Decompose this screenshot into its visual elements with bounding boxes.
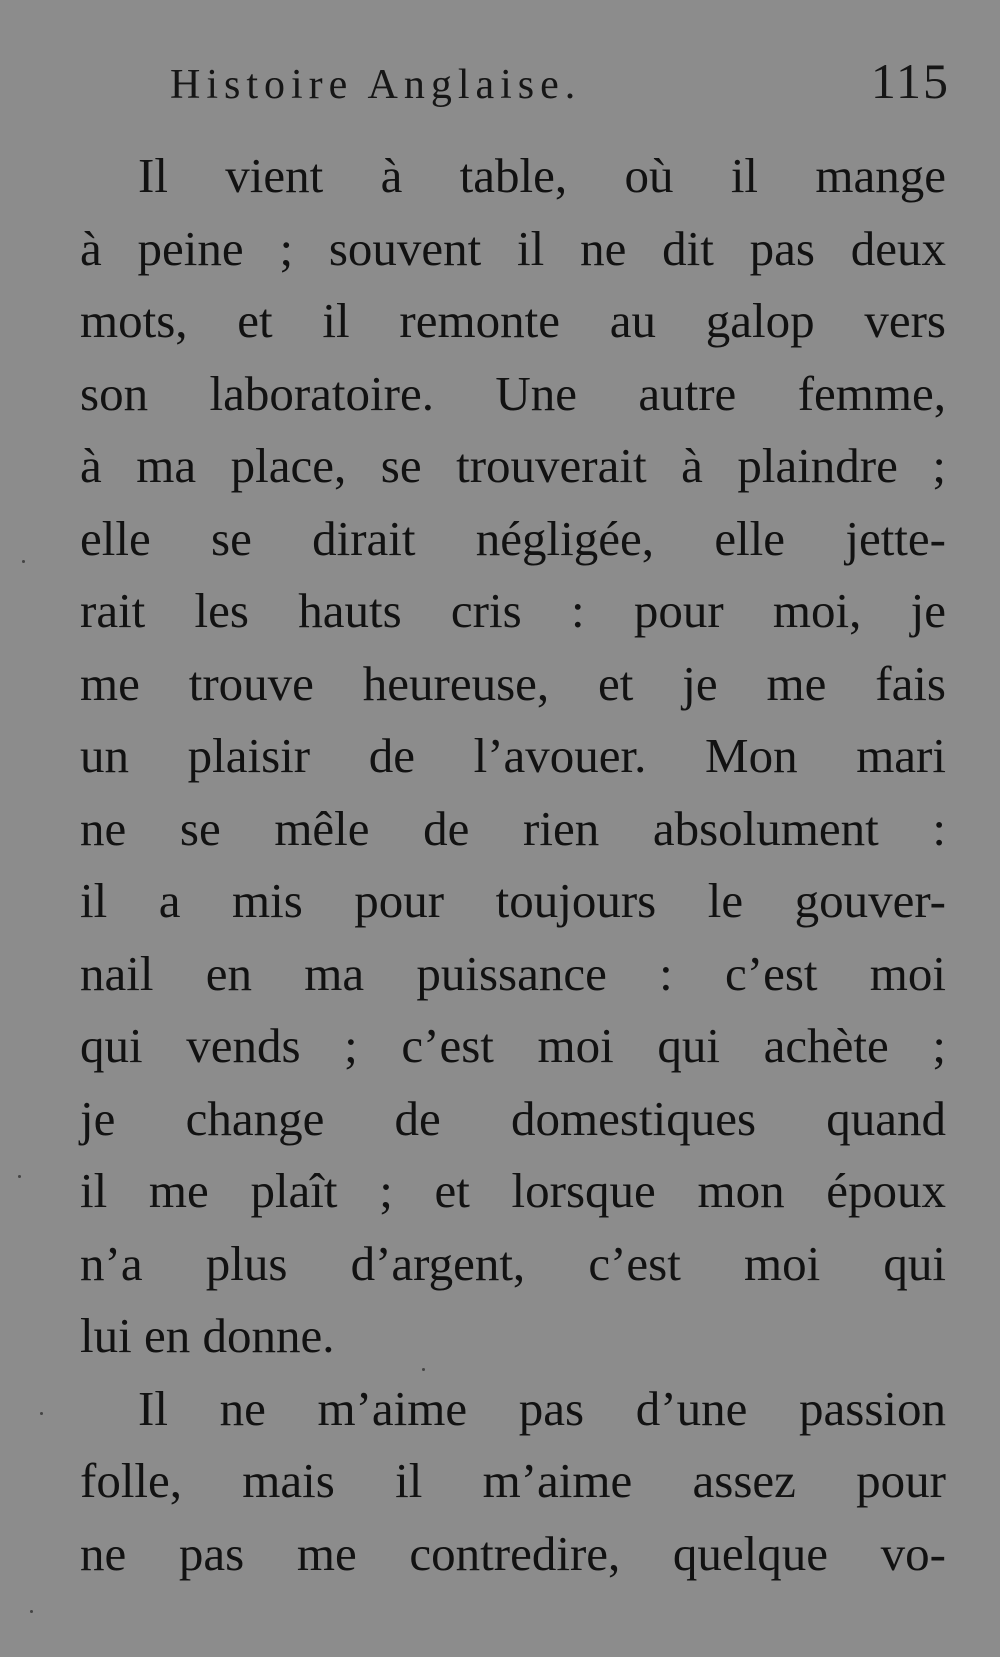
text-line: je change de domestiques quand	[80, 1090, 946, 1146]
paper-speck	[422, 1368, 425, 1371]
text-line: un plaisir de l’avouer. Mon mari	[80, 728, 946, 783]
text-line: nail en ma puissance : c’est moi	[80, 945, 946, 1001]
paper-speck	[30, 1610, 33, 1613]
text-line: ne pas me contredire, quelque vo-	[80, 1525, 946, 1581]
paragraph	[80, 140, 946, 1373]
text-line: mots, et il remonte au galop vers	[80, 293, 946, 348]
text-line: rait les hauts cris : pour moi, je	[80, 583, 946, 638]
text-line: elle se dirait négligée, elle jette-	[80, 510, 946, 566]
page-header	[170, 52, 950, 122]
text-line: qui vends ; c’est moi qui achète ;	[80, 1018, 946, 1073]
text-line: folle, mais il m’aime assez pour	[80, 1453, 946, 1508]
paper-speck	[22, 560, 25, 563]
text-line: lui en donne.	[80, 1308, 335, 1363]
text-line: Il vient à table, où il mange	[138, 148, 946, 203]
text-line: il a mis pour toujours le gouver-	[80, 873, 946, 928]
text-line: son laboratoire. Une autre femme,	[80, 365, 946, 421]
text-line: il me plaît ; et lorsque mon époux	[80, 1163, 946, 1218]
text-line: Il ne m’aime pas d’une passion	[138, 1380, 946, 1436]
text-line: n’a plus d’argent, c’est moi qui	[80, 1235, 946, 1291]
paper-speck	[18, 1175, 21, 1178]
body-text	[80, 140, 946, 1590]
paper-speck	[40, 1412, 43, 1415]
page-number: 115	[870, 53, 950, 109]
running-title: Histoire Anglaise.	[170, 62, 582, 108]
paragraph	[80, 1373, 946, 1591]
text-line: à ma place, se trouverait à plaindre ;	[80, 438, 946, 493]
text-line: ne se mêle de rien absolument :	[80, 800, 946, 856]
text-line: à peine ; souvent il ne dit pas deux	[80, 220, 946, 276]
text-line: me trouve heureuse, et je me fais	[80, 655, 946, 711]
